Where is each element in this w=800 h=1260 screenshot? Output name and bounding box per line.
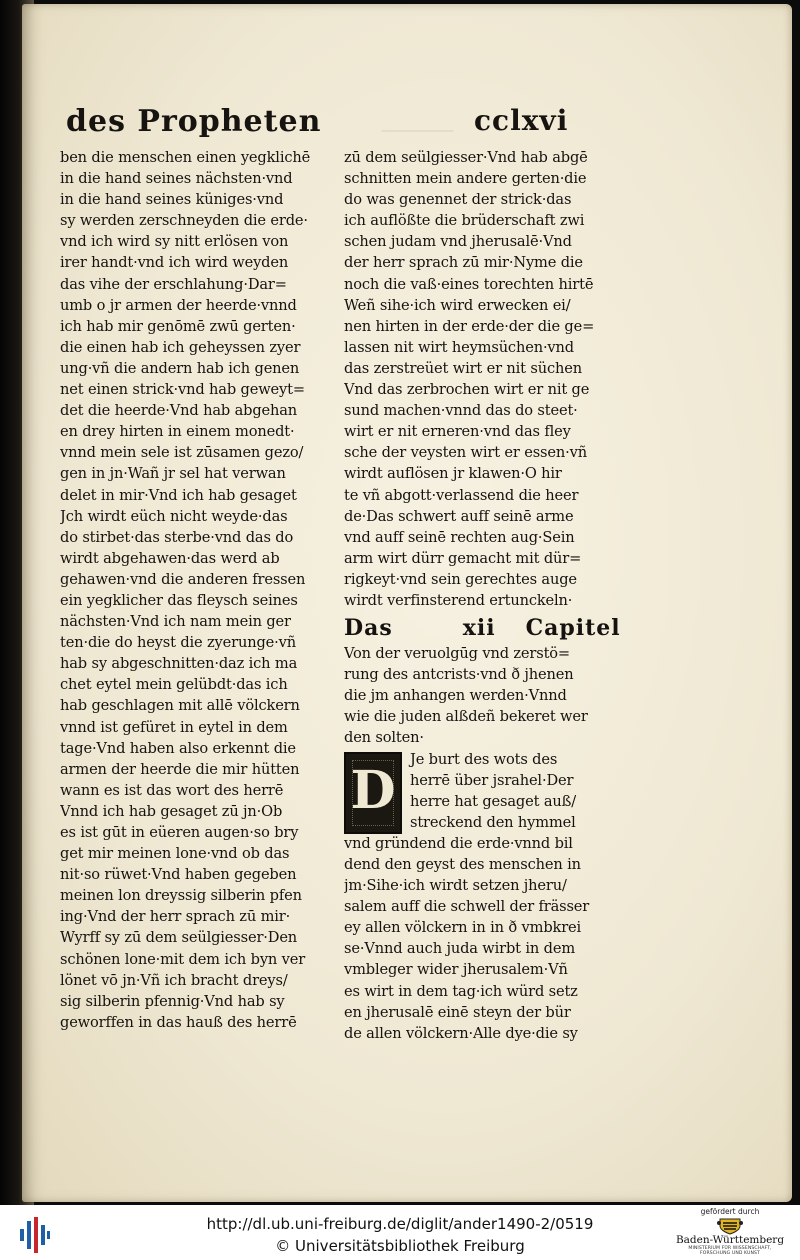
decorated-initial: D [344, 752, 402, 834]
text-line: gehawen·vnd die anderen fressen [60, 570, 306, 588]
text-line: das zerstreüet wirt er nit süchen [344, 359, 582, 377]
text-line: wirdt abgehawen·das werd ab [60, 549, 280, 567]
funded-by-label: gefördert durch [700, 1207, 760, 1216]
text-line: nen hirten in der erde·der die ge= [344, 317, 595, 335]
text-line: Vnd das zerbrochen wirt er nit ge [344, 381, 590, 399]
chapter-heading [344, 613, 662, 643]
text-line: schen judam vnd jherusalē·Vnd [344, 233, 572, 251]
text-line: umb o jr armen der heerde·vnnd [60, 296, 297, 314]
text-line: schönen lone·mit dem ich byn ver [60, 950, 306, 968]
text-line: in die hand seines küniges·vnd [60, 191, 284, 209]
text-line: det die heerde·Vnd hab abgehan [60, 402, 298, 420]
text-line: den solten· [344, 729, 424, 747]
running-header [66, 104, 672, 148]
right-text-column [344, 147, 662, 1044]
text-line: herrē über jsrahel·Der [410, 771, 574, 789]
chapter-word: Das [344, 615, 393, 642]
text-line: ing·Vnd der herr sprach zū mir· [60, 908, 291, 926]
text-line: jm·Sihe·ich wirdt setzen jheru/ [344, 877, 567, 895]
text-line: Je burt des wots des [410, 750, 558, 768]
text-line: meinen lon dreyssig silberin pfen [60, 887, 302, 905]
right-column-text [344, 147, 662, 611]
text-line: sy werden zerschneyden die erde· [60, 212, 308, 230]
text-line: das vihe der erschlahung·Dar= [60, 275, 287, 293]
text-line: tage·Vnd haben also erkennt die [60, 739, 296, 757]
text-line: der herr sprach zū mir·Nyme die [344, 254, 583, 272]
text-line: delet in mir·Vnd ich hab gesaget [60, 486, 297, 504]
text-line: schnitten mein andere gerten·die [344, 170, 587, 188]
text-line: wirt er nit erneren·vnd das fley [344, 423, 571, 441]
ministry-name: MINISTERIUM FÜR WISSENSCHAFT, FORSCHUNG UND KUNST [688, 1246, 772, 1256]
text-line: sund machen·vnnd das do steet· [344, 402, 578, 420]
chapter-number: xii [462, 615, 496, 642]
text-line: sig silberin pfennig·Vnd hab sy [60, 992, 285, 1010]
text-line: streckend den hymmel [410, 813, 576, 831]
text-line: hab geschlagen mit allē völckern [60, 697, 300, 715]
text-line: se·Vnnd auch juda wirbt in dem [344, 940, 576, 958]
text-line: die einen hab ich geheyssen zyer [60, 338, 301, 356]
folio-number: cclxvi [474, 104, 569, 137]
text-line: geworffen in das hauß des herrē [60, 1013, 297, 1031]
text-line: get mir meinen lone·vnd ob das [60, 845, 290, 863]
text-line: herre hat gesaget auß/ [410, 792, 576, 810]
text-line: hab sy abgeschnitten·daz ich ma [60, 655, 298, 673]
permalink-url[interactable]: http://dl.ub.uni-freiburg.de/diglit/ander1490-2/0519 [206, 1215, 594, 1233]
text-line: Vnnd ich hab gesaget zū jn·Ob [60, 802, 283, 820]
text-line: Wyrff sy zū dem seülgiesser·Den [60, 929, 298, 947]
text-line: nächsten·Vnd ich nam mein ger [60, 613, 291, 631]
left-text-column [60, 147, 360, 1033]
text-line: Weñ sihe·ich wird erwecken ei/ [344, 296, 571, 314]
text-line: vnnd mein sele ist zūsamen gezo/ [60, 444, 304, 462]
header-title: des Propheten [66, 104, 322, 139]
text-line: gen in jn·Wañ jr sel hat verwan [60, 465, 286, 483]
text-line: vnd gründend die erde·vnnd bil [344, 834, 573, 852]
chapter-label: Capitel [525, 615, 621, 642]
text-line: ein yegklicher das fleysch seines [60, 591, 298, 609]
text-line: dend den geyst des menschen in [344, 856, 581, 873]
text-line: vnnd ist gefüret in eytel in dem [60, 718, 288, 736]
funder-logo [674, 1207, 786, 1259]
text-line: en drey hirten in einem monedt· [60, 423, 295, 441]
text-line: es ist gūt in eüeren augen·so bry [60, 824, 299, 841]
text-line: irer handt·vnd ich wird weyden [60, 254, 289, 272]
text-line: ten·die do heyst die zyerunge·vñ [60, 634, 296, 652]
text-line: de·Das schwert auff seinē arme [344, 507, 574, 525]
initial-paragraph [344, 749, 662, 833]
text-line: rung des antcrists·vnd ð jhenen [344, 666, 574, 684]
text-line: wirdt verfinsterend ertunckeln· [344, 591, 573, 609]
right-column-continuation [344, 833, 662, 1044]
coat-of-arms-icon [717, 1217, 743, 1235]
text-line: wie die juden alßdeñ bekeret wer [344, 708, 588, 726]
text-line: salem auff die schwell der frässer [344, 898, 590, 916]
text-line: de allen völckern·Alle dye·die sy [344, 1024, 578, 1042]
text-line: Von der veruolgūg vnd zerstö= [344, 645, 570, 663]
text-line: ich auflößte die brüderschaft zwi [344, 212, 585, 230]
text-line: sche der veysten wirt er essen·vñ [344, 444, 587, 462]
chapter-summary [344, 643, 662, 748]
text-line: ben die menschen einen yegklichē [60, 149, 311, 166]
text-line: zū dem seülgiesser·Vnd hab abgē [344, 149, 588, 166]
text-line: do stirbet·das sterbe·vnd das do [60, 528, 294, 546]
show-through-text: ⸻ [378, 112, 455, 147]
text-line: ey allen völckern in in ð vmbkrei [344, 919, 582, 937]
text-line: chet eytel mein gelübdt·das ich [60, 676, 288, 694]
text-line: do was genennet der strick·das [344, 191, 572, 209]
text-line: en jherusalē einē steyn der bür [344, 1003, 571, 1021]
book-page [22, 4, 792, 1202]
state-name: Baden-Württemberg [675, 1234, 785, 1246]
text-line: net einen strick·vnd hab geweyt= [60, 381, 305, 399]
text-line: arm wirt dürr gemacht mit dür= [344, 549, 582, 567]
text-line: die jm anhangen werden·Vnnd [344, 687, 567, 705]
text-line: te vñ abgott·verlassend die heer [344, 486, 579, 504]
viewer-footer [0, 1205, 800, 1260]
text-line: wann es ist das wort des herrē [60, 781, 284, 799]
text-line: lassen nit wirt heymsüchen·vnd [344, 338, 574, 356]
text-line: vmbleger wider jherusalem·Vñ [344, 961, 568, 979]
text-line: Jch wirdt eüch nicht weyde·das [60, 507, 288, 525]
text-line: ich hab mir genōmē zwū gerten· [60, 317, 296, 335]
text-line: lönet vō jn·Vñ ich bracht dreys/ [60, 971, 288, 989]
text-line: vnd auff seinē rechten aug·Sein [344, 528, 575, 546]
text-line: armen der heerde die mir hütten [60, 760, 300, 778]
text-line: wirdt auflösen jr klawen·O hir [344, 465, 562, 483]
text-line: noch die vaß·eines torechten hirtē [344, 275, 594, 293]
text-line: es wirt in dem tag·ich würd setz [344, 982, 578, 1000]
text-line: nit·so rüwet·Vnd haben gegeben [60, 866, 297, 884]
text-line: ung·vñ die andern hab ich genen [60, 359, 300, 377]
text-line: rigkeyt·vnd sein gerechtes auge [344, 570, 577, 588]
copyright-notice: © Universitätsbibliothek Freiburg [275, 1237, 525, 1255]
text-line: in die hand seines nächsten·vnd [60, 170, 293, 188]
text-line: vnd ich wird sy nitt erlösen von [60, 233, 289, 251]
